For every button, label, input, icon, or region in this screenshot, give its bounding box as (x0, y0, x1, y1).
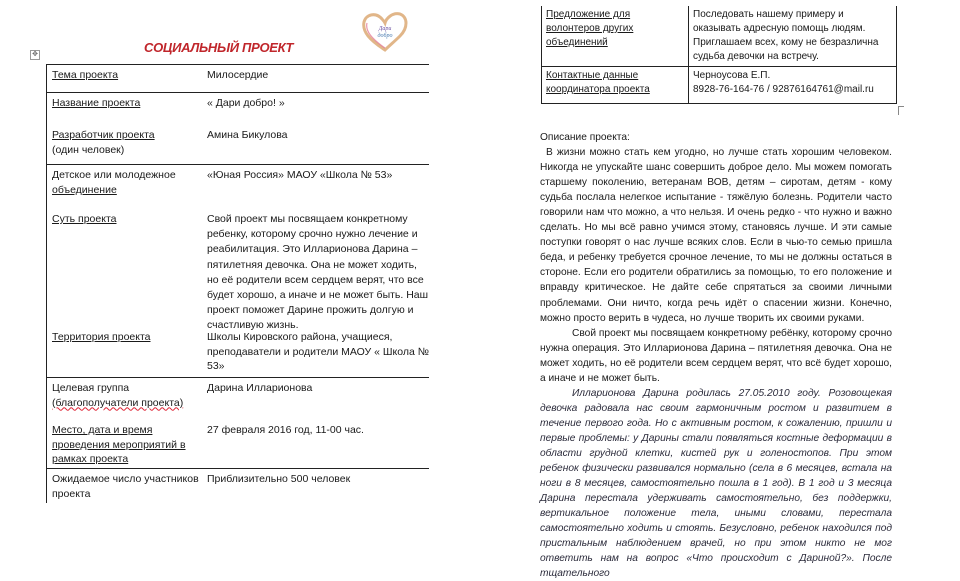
coordinator-contacts: 8928-76-164-76 / 92876164761@mail.ru (693, 84, 874, 95)
description-paragraph-2: Свой проект мы посвящаем конкретному ребёнку, которому срочно нужна операция. Это Илларионова Дарина – пятилетняя девочка. Она не может ходить, но её родители всем сердцем верят, что всё будет хорошо, а иначе и не может быть. (540, 327, 892, 384)
row-value: Милосердие (207, 69, 269, 81)
row-label: Суть проекта (52, 213, 117, 225)
row-label: Предложение для волонтеров других объединений (546, 9, 634, 48)
table-row (542, 67, 897, 104)
row-label: Целевая группа (52, 382, 130, 394)
svg-text:Дари: Дари (378, 26, 392, 32)
table-row (47, 209, 429, 332)
row-label-2: проекта (52, 487, 91, 500)
row-label-2: (один человек) (52, 143, 125, 156)
table-row (47, 125, 429, 164)
page-corner-mark (898, 106, 904, 115)
row-value: Свой проект мы посвящаем конкретному ребенку, которому срочно нужно лечение и реабилитация. Это Илларионова Дарина – пятилетняя девочка. Она не может ходить, но её родители всем сердцем верят, что все будет хорошо, а иначе и не может быть. Наш проект поможет Дарине прожить долгую и счастливую жизнь. (207, 213, 429, 332)
description-paragraph-1: В жизни можно стать кем угодно, но лучше стать хорошим человеком. Никогда не упускайте шанс совершить доброе дело. Мы можем помогать старшему поколению, ветеранам ВОВ, детям – сиротам, детям - кому судьба послала нелегкое испытание - тяжёлую болезнь. Родители часто говорили нам что можно, а что нельзя. И очень редко - что нужно и важно сделать. Но мы всё равно учимся этому, становясь лучше. И эти самые поступки говорят о нас лучше всяких слов. Если в чью-то семью пришла беда, и ребенку требуется срочное лечение, то мы не должны остаться в стороне. Если его родители обратились за помощью, то его положение и вправду критическое. Не дайте себе спрятаться за своими личными проблемами. Они ничто, когда речь идёт о спасении жизни. Конечно, можно просто верить в чудеса, но лучше творить их своими руками. (540, 147, 892, 324)
row-value: Школы Кировского района, учащиеся, преподаватели и родители МАОУ « Школа № 53» (207, 331, 429, 372)
table-row (47, 377, 429, 420)
row-value: Дарина Илларионова (207, 382, 313, 394)
row-label-2: (благополучатели проекта) (52, 396, 184, 409)
description-heading: Описание проекта: (540, 132, 630, 143)
row-value: «Юная Россия» МАОУ «Школа № 53» (207, 169, 393, 181)
heart-logo-icon (360, 10, 410, 54)
project-info-table (46, 64, 429, 503)
row-value: 27 февраля 2016 год, 11-00 час. (207, 424, 364, 436)
row-label: Место, дата и время проведения мероприятий в рамках проекта (52, 424, 186, 465)
svg-text:добро: добро (377, 33, 393, 39)
table-row (47, 327, 429, 377)
coordinator-name: Черноусова Е.П. (693, 70, 771, 81)
row-label: Тема проекта (52, 69, 119, 81)
row-value: Приблизительно 500 человек (207, 473, 351, 485)
row-label: Название проекта (52, 97, 141, 109)
row-label: Контактные данные координатора проекта (546, 70, 650, 95)
description-paragraph-3: Илларионова Дарина родилась 27.05.2010 году. Розовощекая девочка радовала нас своим гармоничным ростом и развитием в течение первого года. Но с активным ростом, к сожалению, пришли и первые проблемы: у Дарины стали появляться костные деформации в области грудной клетки, кистей рук и голеностопов. При этом ребенок физически развивался нормально (села в 6 месяцев, встала на ноги в 8 месяцев, самостоятельно пошла в 1 год). В 1 год и 3 месяца Дарина перестала удерживать самостоятельно, без поддержки, вертикальное положение тела, иными словами, перестала самостоятельно ходить и стоять. Безусловно, ребенок находился под пристальным наблюдением врачей, но при этом никто не мог ответить нам на вопрос «Что происходит с Дариной?». После тщательного (540, 387, 892, 580)
row-label: Разработчик проекта (52, 129, 155, 141)
table-row (47, 420, 429, 468)
volunteer-contact-table (541, 6, 897, 104)
table-row (47, 64, 429, 92)
row-label: Территория проекта (52, 331, 151, 343)
row-label: Детское или молодежное (52, 169, 176, 181)
table-row (47, 92, 429, 125)
row-value: « Дари добро! » (207, 97, 285, 109)
project-description (540, 130, 892, 581)
row-value: Амина Бикулова (207, 129, 288, 141)
row-label: Ожидаемое число участников (52, 473, 199, 485)
table-move-handle-icon[interactable]: ✥ (30, 50, 40, 60)
table-row (542, 6, 897, 67)
row-value: Последовать нашему примеру и оказывать адресную помощь людям. Приглашаем всех, кому не безразлична судьба девочки на встречу. (689, 6, 897, 67)
table-row (47, 164, 429, 209)
document-title: СОЦИАЛЬНЫЙ ПРОЕКТ (144, 40, 294, 55)
table-row (47, 468, 429, 503)
left-page (0, 0, 480, 540)
row-label-2: объединение (52, 183, 117, 196)
